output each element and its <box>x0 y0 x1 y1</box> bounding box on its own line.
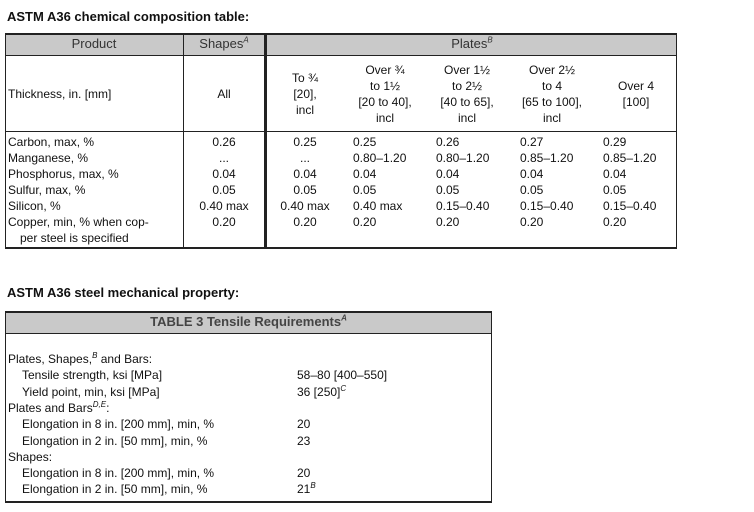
plate-value: 0.20 <box>603 215 627 229</box>
plate-value: ... <box>299 151 310 165</box>
thickness-shapes: All <box>217 87 231 101</box>
thickness-plate-col <box>427 62 507 126</box>
thickness-line: incl <box>295 103 314 117</box>
thickness-line: Over 2½ <box>528 63 576 77</box>
tensile-row-value: $21^B$ <box>297 481 316 497</box>
tensile-row-value: 20 <box>297 466 311 481</box>
plate-value: 0.05 <box>353 183 377 197</box>
plate-value: 0.85–1.20 <box>520 151 574 165</box>
plate-value: 0.26 <box>436 135 460 149</box>
thickness-line: to 2½ <box>451 79 483 93</box>
tensile-row-value: 23 <box>297 433 311 448</box>
tensile-row-value: 58–80 [400–550] <box>297 368 388 383</box>
plate-value: 0.25 <box>353 135 377 149</box>
plate-value: 0.20 <box>520 215 544 229</box>
tensile-row-label: Tensile strength, ksi [MPa] <box>22 368 163 383</box>
plate-value: 0.29 <box>603 135 627 149</box>
shapes-value: 0.20 <box>212 215 236 229</box>
shapes-value: 0.05 <box>212 183 236 197</box>
plate-value: 0.04 <box>603 167 627 181</box>
tensile-row-value: 20 <box>297 417 311 432</box>
tensile-title: TABLE 3 Tensile Requirements$^A$ <box>150 313 347 329</box>
thickness-line: incl <box>457 111 476 125</box>
mechanical-heading: ASTM A36 steel mechanical property: <box>7 285 240 300</box>
tensile-row-label: Elongation in 8 in. [200 mm], min, % <box>22 417 215 432</box>
tensile-row-label: Yield point, min, ksi [MPa] <box>22 384 160 399</box>
thickness-line: Over 4 <box>617 79 654 93</box>
element-label-cont: per steel is specified <box>20 231 129 245</box>
tensile-row-label: Elongation in 2 in. [50 mm], min, % <box>22 433 208 448</box>
plate-value: 0.20 <box>293 215 317 229</box>
plate-value: 0.85–1.20 <box>603 151 657 165</box>
plate-value: 0.15–0.40 <box>603 199 657 213</box>
thickness-label: Thickness, in. [mm] <box>8 87 112 101</box>
element-label: Copper, min, % when cop- <box>8 215 149 229</box>
plate-value: 0.80–1.20 <box>353 151 407 165</box>
thickness-line: [100] <box>622 95 650 109</box>
plate-value: 0.05 <box>436 183 460 197</box>
element-label: Sulfur, max, % <box>8 183 86 197</box>
plate-value: 0.05 <box>293 183 317 197</box>
plate-value: 0.80–1.20 <box>436 151 490 165</box>
plate-value: 0.04 <box>293 167 317 181</box>
tensile-row-label: Elongation in 8 in. [200 mm], min, % <box>22 466 215 481</box>
shapes-value: 0.40 max <box>199 199 249 213</box>
thickness-line: Over ¾ <box>365 63 405 77</box>
thickness-line: [20 to 40], <box>358 95 412 109</box>
plate-value: 0.20 <box>436 215 460 229</box>
shapes-value: 0.26 <box>212 135 236 149</box>
tensile-row-label: Plates, Shapes,$^B$ and Bars: <box>8 351 153 366</box>
plate-value: 0.20 <box>353 215 377 229</box>
thickness-line: to 1½ <box>369 79 401 93</box>
plate-value: 0.04 <box>520 167 544 181</box>
thickness-line: [40 to 65], <box>440 95 494 109</box>
composition-heading: ASTM A36 chemical composition table: <box>7 9 250 24</box>
thickness-line: incl <box>542 111 561 125</box>
plate-value: 0.25 <box>293 135 317 149</box>
thickness-plate-col <box>267 70 343 118</box>
tensile-row-label: Elongation in 2 in. [50 mm], min, % <box>22 482 208 497</box>
header-plates: Plates$^B$ <box>451 35 493 51</box>
element-label: Silicon, % <box>8 199 61 213</box>
thickness-line: incl <box>375 111 394 125</box>
composition-table <box>5 33 677 249</box>
tensile-row-value: 36 $[250]^C$ <box>297 383 347 399</box>
thickness-line: [65 to 100], <box>521 95 583 109</box>
element-label: Phosphorus, max, % <box>8 167 119 181</box>
thickness-line: [20], <box>293 87 317 101</box>
plate-value: 0.15–0.40 <box>436 199 490 213</box>
shapes-value: ... <box>218 151 229 165</box>
plate-value: 0.40 max <box>280 199 330 213</box>
plate-value: 0.04 <box>353 167 377 181</box>
tensile-row-label: Shapes: <box>8 449 53 464</box>
thickness-line: Over 1½ <box>443 63 491 77</box>
thickness-plate-col <box>597 78 675 110</box>
thickness-line: To ¾ <box>291 71 318 85</box>
header-product: Product <box>71 36 117 51</box>
plate-value: 0.40 max <box>353 199 403 213</box>
tensile-row-label: Plates and Bars$^{D,E}$: <box>8 399 110 415</box>
shapes-value: 0.04 <box>212 167 236 181</box>
tensile-table <box>5 311 492 503</box>
element-label: Carbon, max, % <box>8 135 95 149</box>
header-shapes: Shapes$^A$ <box>199 35 249 51</box>
thickness-plate-col <box>343 62 427 126</box>
plate-value: 0.05 <box>520 183 544 197</box>
plate-value: 0.05 <box>603 183 627 197</box>
plate-value: 0.04 <box>436 167 460 181</box>
plate-value: 0.15–0.40 <box>520 199 574 213</box>
plate-value: 0.27 <box>520 135 544 149</box>
thickness-plate-col <box>507 62 597 126</box>
element-label: Manganese, % <box>8 151 89 165</box>
thickness-line: to 4 <box>541 79 562 93</box>
